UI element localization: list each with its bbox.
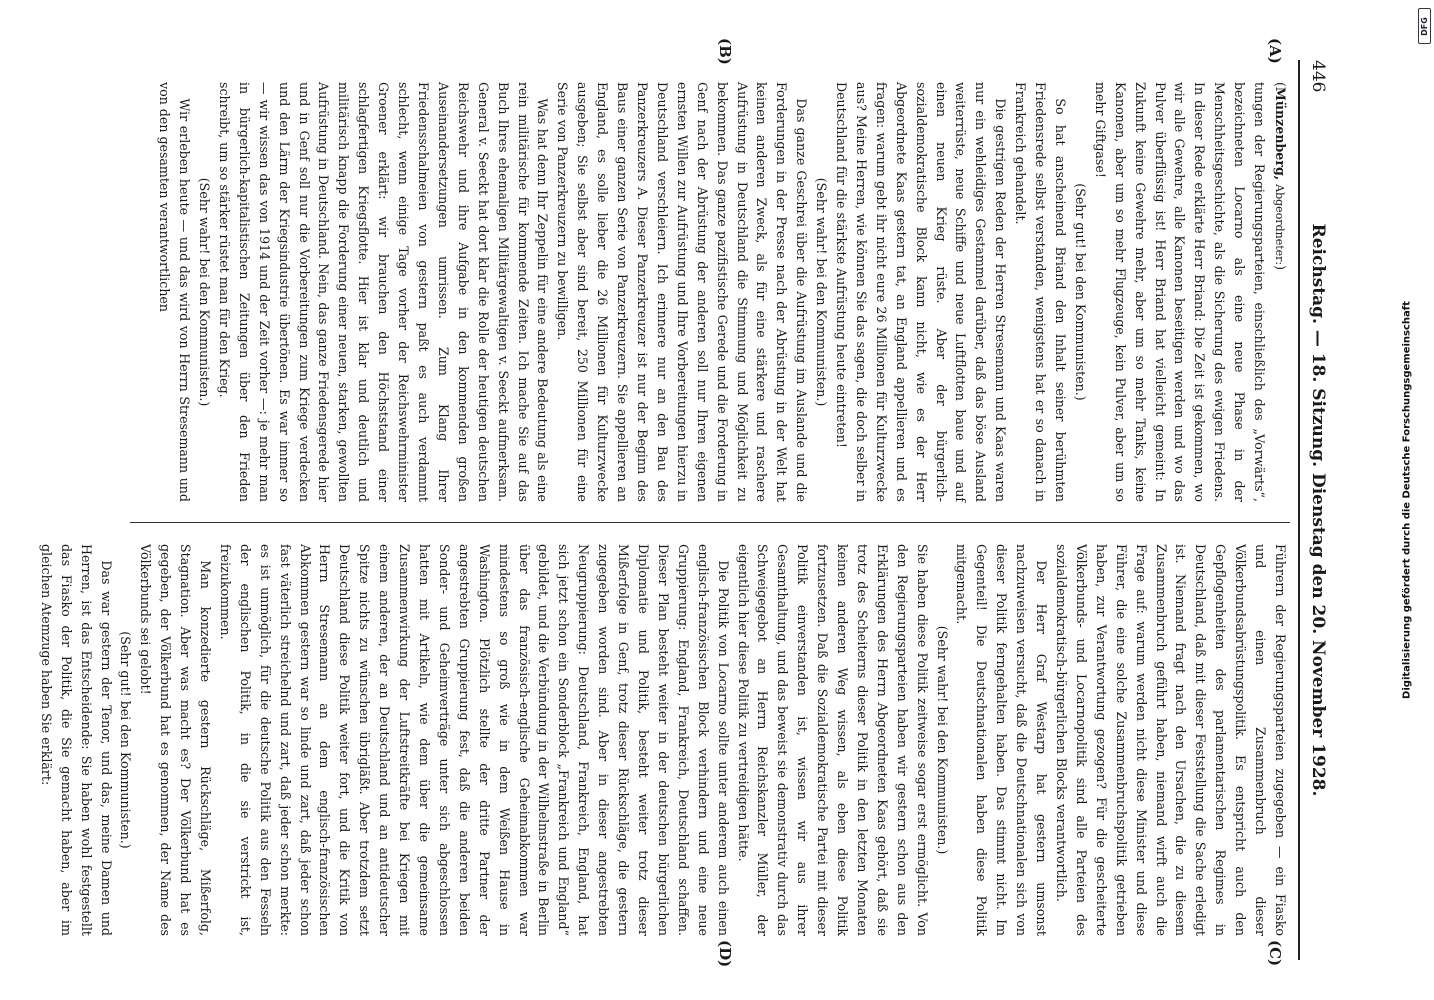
speaker-role: Abgeordneter: <box>1273 184 1286 266</box>
page-number: 446 <box>1308 60 1328 93</box>
paragraph: Sie haben diese Politik zeitweise sogar erst ermöglicht. Von den Regierungsparteien haben wir gestern schon aus den Erklärungen des Herrn Abgeordneten Kaas gehört, daß sie trotz des Scheiterns dieser Politik in den letzten Monaten keinen anderen Weg wissen, als eben diese Politik fortzusetzen. Daß die Sozialdemokratische Partei mit dieser Politik einverstanden ist, wissen wir aus ihrer Gesamthaltung, und das beweist sie demonstrativ durch das Schweigegebot an Herrn Reichskanzler Müller, der eigentlich hier diese Politik zu vertreidigen hätte. <box>735 544 930 936</box>
paragraph: Wir erleben heute — und das wird von Herrn Stresemann und von den gesamten verantwortlichen <box>157 82 193 502</box>
dfg-logo <box>1418 8 1431 44</box>
interjection: (Sehr wahr! bei den Kommunisten.) <box>934 625 950 855</box>
paragraph: Führern der Regierungsparteien zugegeben — ein Fiasko und einen Zusammenbruch dieser Völkerbundsabrüstungspolitik. Es entspricht auch den Gepflogenheiten des parlamentarischen Regimes in Deutschland, daß mit dieser Feststellung die Sache erledigt ist. Niemand fragt nach den Ursachen, die zu diesem Zusammenbruch geführt haben, niemand wirft auch die Frage auf: warum werden nicht diese Minister und diese Führer, die eine solche Zusammenbruchspolitik getrieben haben, zur Verantwortung gezogen? Für die gescheiterte Völkerbunds- und Locarnopolitik sind alle Parteien des sozialdemokratisch-bürgerlichen Blocks verantwortlich. <box>1054 544 1288 936</box>
column-divider <box>130 522 1290 523</box>
paragraph: Das ganze Geschrei über die Aufrüstung im Auslande und die Forderungen in der Presse nach der Abrüstung in der Welt hat keinen anderen Zweck, als für eine stärkere und raschere Aufrüstung in Deutschland die Stimmung und Möglichkeit zu bekommen. Das ganze pazifistische Gerede und die Forderung in Genf nach der Abrüstung der anderen soll nur Ihren eigenen ernsten Willen zur Aufrüstung und Ihre Vorbereitungen hierzu in Deutschland verschleiern. Ich erinnere nur an den Bau des Panzerkreuzers A. Dieser Panzerkreuzer ist nur der Beginn des Baus einer ganzen Serie von Panzerkreuzern. Sie appellieren an England, es solle lieber die 26 Millionen für Kulturzwecke ausgeben; Sie selbst aber sind bereit, 250 Millionen für eine Serie von Panzerkreuzern zu bewilligen. <box>555 82 810 502</box>
margin-marker-c: (C) <box>1266 940 1284 967</box>
header-rule <box>1298 60 1300 960</box>
rotated-newspaper-page <box>38 38 1334 968</box>
speaker-line: (Münzenberg, Abgeordneter:) <box>1273 82 1288 271</box>
paragraph: Was hat denn Ihr Zeppelin für eine andere Bedeutung als eine rein militärische für kommende Zeiten. Ich mache Sie auf das Buch Ihres ehemaligen Militärgewaltigen v. Seeckt aufmerksam. General v. Seeckt hat dort klar die Rolle der heutigen deutschen Reichswehr und ihre Aufgabe in den kommenden großen Auseinandersetzungen umrissen. Zum Klang Ihrer Friedensschalmeien von gestern paßt es auch verdammt schlecht, wenn einige Tage vorher der Reichswehrminister Groener erklärt: wir brauchen den Höchststand einer schlagfertigen Kriegsflotte. Hier ist klar und deutlich und militärisch knapp die Forderung einer neuen, starken, gewollten Aufrüstung in Deutschland. Nein, das ganze Friedensgerede hier und in Genf soll nur die Vorbereitungen zum Kriege verdecken und den Lärm der Kriegsindustrie übertönen. Es war immer so — wir wissen das von 1914 und der Zeit vorher —: je mehr man in bürgerlich-kapitalistischen Zeitungen über den Frieden schreibt, um so stärker rüstet man für den Krieg. <box>216 82 551 502</box>
margin-marker-b: (B) <box>716 38 734 65</box>
right-text-column <box>38 544 1290 936</box>
paragraph: Die gestrigen Reden der Herren Stresemann und Kaas waren nur ein wehleidiges Gestammel darüber, daß das böse Ausland weiterrüste, neue Schiffe und neue Luftflotten baue und auf einen neuen Krieg rüste. Aber der bürgerlich-sozialdemokratische Block kann nicht, wie es der Herr Abgeordnete Kaas gestern tat, an England appellieren und es fragen: warum gebt ihr nicht eure 26 Millionen für Kulturzwecke aus? Meine Herren, wie können Sie das sagen, die doch selber in Deutschland für die stärkste Aufrüstung heute eintreten! <box>834 82 1009 502</box>
interjection: (Sehr gut! bei den Kommunisten.) <box>1072 183 1088 401</box>
paragraph: So hat anscheinend Briand den Inhalt seiner berühmten Friedensrede selbst verstanden, wenigstens hat er so danach in Frankreich gehandelt. <box>1013 82 1069 502</box>
interjection: (Sehr gut! bei den Kommunisten.) <box>118 631 134 849</box>
speaker-name: Münzenberg, <box>1273 86 1288 181</box>
margin-marker-d: (D) <box>716 940 734 968</box>
interjection: (Sehr wahr! bei den Kommunisten.) <box>814 177 830 407</box>
page-header <box>1300 60 1334 960</box>
paragraph: Die Politik von Locarno sollte unter anderem auch einen englisch-französischen Block verhindern und eine neue Gruppierung: England, Frankreich, Deutschland schaffen. Dieser Plan besteht weiter in der deutschen bürgerlichen Diplomatie und Politik, besteht weiter trotz dieser Mißerfolge in Genf, trotz dieser Rückschläge, die gestern zugegeben worden sind. Aber in dieser angestrebten Neugruppierung: Deutschland, Frankreich, England, hat sich jetzt schon ein Sonderblock „Frankreich und England“ gebildet, und die Verbündung in der Wilhelmstraße in Berlin über das französisch-englische Geheimabkommen war mindestens so groß wie in dem Weißen Hause in Washington. Plötzlich stellte der dritte Partner der angestrebten Gruppierung fest, daß die anderen beiden Sonder- und Geheimverträge unter sich abgeschlossen hatten mit Artikeln, wie dem über die gemeinsame Zusammenwirkung der Luftstreitkräfte bei Kriegen mit einem anderen, der an Deutschland und an antideutscher Spitze nichts zu wünschen übrigläßt. Aber trotzdem setzt Deutschland diese Politik weiter fort, und die Kritik von Herrn Stresemann an dem englisch-französischen Abkommen gestern war so linde und zart, daß jeder schon fast väterlich streichelnd und zart, daß jeder schon merkte: es ist unmöglich, für die deutsche Politik aus den Fesseln der englischen Politik, in die sie verstrickt ist, freizukommen. <box>217 544 731 936</box>
margin-marker-a: (A) <box>1266 38 1284 64</box>
paragraph: Man konzedierte gestern Rückschläge, Mißerfolg, Stagnation. Aber was macht es? Der Völkerbund hat es gegeben, der Völkerbund hat es genommen, der Name des Völkerbunds sei gelobt! <box>138 544 214 936</box>
left-text-column <box>120 82 1290 502</box>
header-title: Reichstag. — 18. Sitzung. Dienstag den 20. November 1928. <box>1308 223 1328 797</box>
interjection: (Sehr wahr! bei den Kommunisten.) <box>197 177 213 407</box>
dfg-logo-text: DFG <box>1420 16 1430 36</box>
paragraph: tungen der Regierungsparteien, einschließlich des „Vorwärts“, bezeichneten Locarno als eine neue Phase in der Menschheitsgeschichte, als die Sicherung des ewigen Friedens. In dieser Rede erklärte Herr Briand: Die Zeit ist gekommen, wo wir alle Gewehre, alle Kanonen beseitigen werden und wo das Pulver überflüssig ist! Herr Briand hat vielleicht gemeint: In Zukunft keine Gewehre mehr, aber um so mehr Tanks, keine Kanonen, aber um so mehr Flugzeuge, kein Pulver, aber um so mehr Giftgase! <box>1092 82 1268 502</box>
paragraph: Der Herr Graf Westarp hat gestern umsonst nachzuweisen versucht, daß die Deutschnationalen sich von dieser Politik ferngehalten haben. Das stimmt nicht. Im Gegenteil! Die Deutschnationalen haben diese Politik mitgemacht. <box>954 544 1050 936</box>
paragraph: Das war gestern der Tenor, und das, meine Damen und Herren, ist das Entscheidende: Sie haben wohl festgestellt das Fiasko der Politik, die Sie gemacht haben, aber im gleichen Atemzuge haben Sie erklärt: <box>38 544 114 936</box>
digitization-note-text: Digitalisierung gefördert durch die Deutsche Forschungsgemeinschaft <box>1401 301 1413 699</box>
